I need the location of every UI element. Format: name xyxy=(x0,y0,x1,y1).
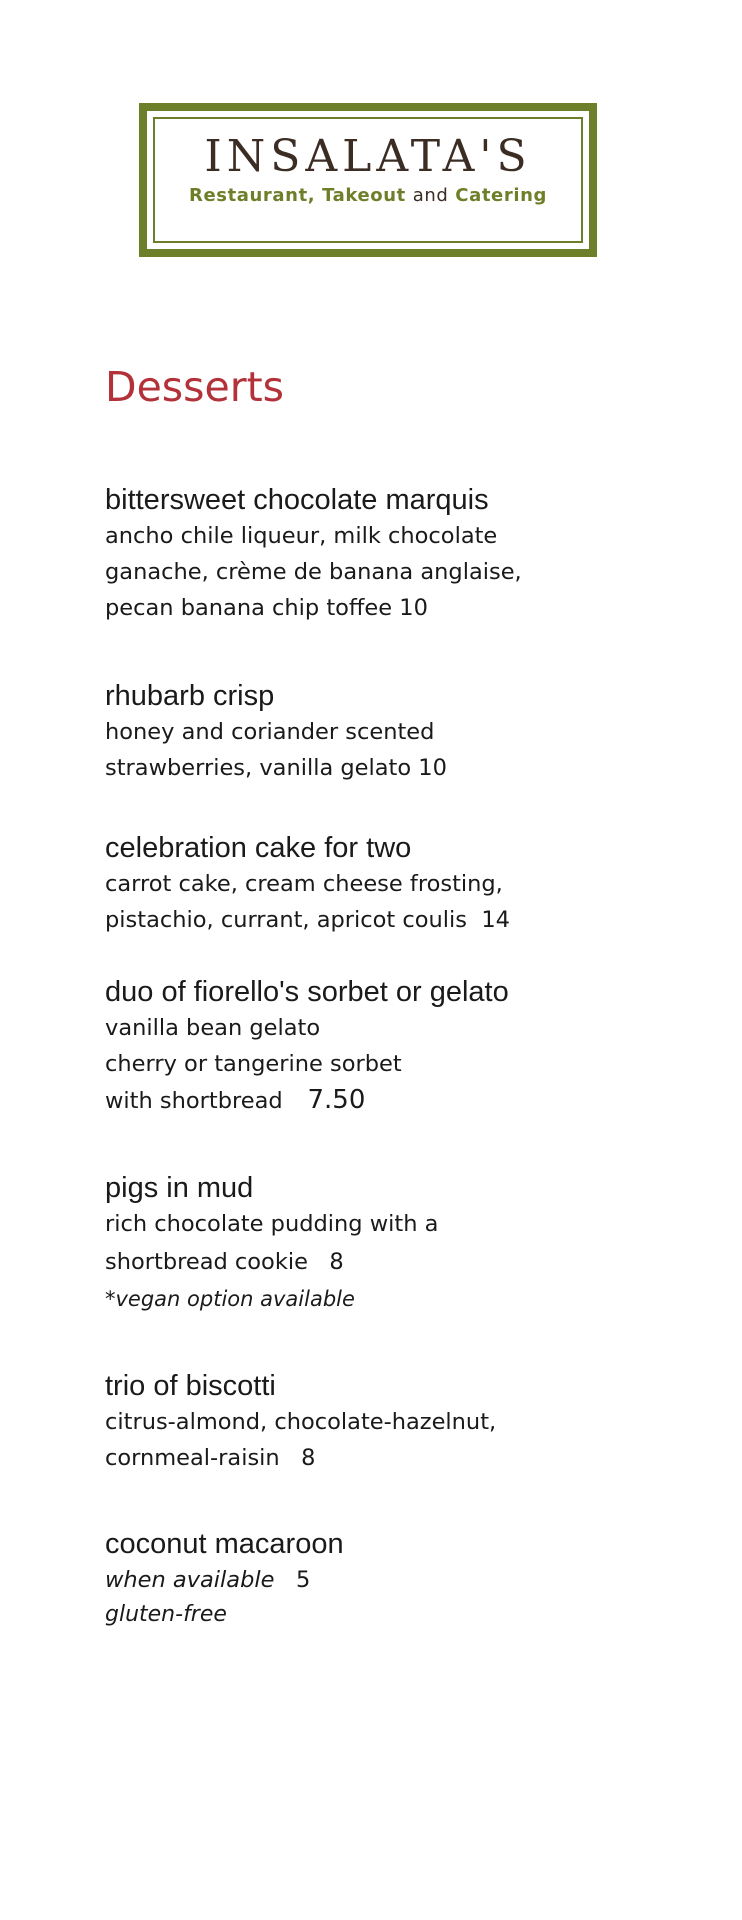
item-price: 7.50 xyxy=(282,1085,366,1115)
logo-name: INSALATA'S xyxy=(204,131,532,182)
menu-item-pigs-in-mud xyxy=(105,1170,665,1316)
restaurant-logo xyxy=(139,103,597,257)
item-name: coconut macaroon xyxy=(105,1528,344,1560)
logo-tag-and: and xyxy=(412,185,449,206)
item-note: gluten-free xyxy=(105,1602,227,1627)
item-description-text: strawberries, vanilla gelato xyxy=(105,755,412,781)
item-description-line: carrot cake, cream cheese frosting, xyxy=(105,871,503,897)
item-price: 5 xyxy=(274,1567,311,1593)
item-description-line xyxy=(105,590,665,626)
item-description-text: pistachio, currant, apricot coulis xyxy=(105,907,468,933)
item-description-text: with shortbread xyxy=(105,1088,283,1114)
item-name: pigs in mud xyxy=(105,1172,254,1204)
menu-item-bittersweet-chocolate-marquis xyxy=(105,482,665,626)
item-description-line: rich chocolate pudding with a xyxy=(105,1211,439,1237)
logo-tag-part2: Catering xyxy=(455,185,548,206)
item-note: *vegan option available xyxy=(105,1287,355,1311)
item-price: 14 xyxy=(467,907,510,933)
item-name: bittersweet chocolate marquis xyxy=(105,484,489,516)
logo-tag-part1: Restaurant, Takeout xyxy=(188,185,406,206)
menu-item-trio-of-biscotti xyxy=(105,1368,665,1476)
item-description-text: cornmeal-raisin xyxy=(105,1445,280,1471)
item-description-text: pecan banana chip toffee xyxy=(105,595,393,621)
item-price: 8 xyxy=(307,1249,344,1275)
item-description-line: cherry or tangerine sorbet xyxy=(105,1051,402,1077)
item-description-line xyxy=(105,1082,665,1119)
menu-item-rhubarb-crisp xyxy=(105,678,665,786)
item-description-text: shortbread cookie xyxy=(105,1249,308,1275)
item-description-line xyxy=(105,750,665,786)
logo-tagline xyxy=(147,185,589,206)
item-description-line: ancho chile liqueur, milk chocolate xyxy=(105,523,498,549)
item-description-line: honey and coriander scented xyxy=(105,719,435,745)
item-description-line: ganache, crème de banana anglaise, xyxy=(105,559,522,585)
menu-item-coconut-macaroon xyxy=(105,1526,665,1632)
page-title: Desserts xyxy=(105,363,285,411)
item-name: rhubarb crisp xyxy=(105,680,275,712)
item-description-line xyxy=(105,902,665,938)
menu-item-celebration-cake xyxy=(105,830,665,938)
item-name: trio of biscotti xyxy=(105,1370,276,1402)
item-price: 10 xyxy=(411,755,447,781)
item-name: celebration cake for two xyxy=(105,832,412,864)
item-description-line: vanilla bean gelato xyxy=(105,1015,321,1041)
menu-item-duo-sorbet-gelato xyxy=(105,974,665,1119)
item-name: duo of fiorello's sorbet or gelato xyxy=(105,976,509,1008)
item-price: 10 xyxy=(392,595,428,621)
item-price: 8 xyxy=(279,1445,316,1471)
item-description-line xyxy=(105,1440,665,1476)
item-description-text: when available xyxy=(105,1567,275,1593)
item-description-line xyxy=(105,1242,665,1282)
item-description-line: citrus-almond, chocolate-hazelnut, xyxy=(105,1409,497,1435)
item-description-line xyxy=(105,1562,665,1598)
